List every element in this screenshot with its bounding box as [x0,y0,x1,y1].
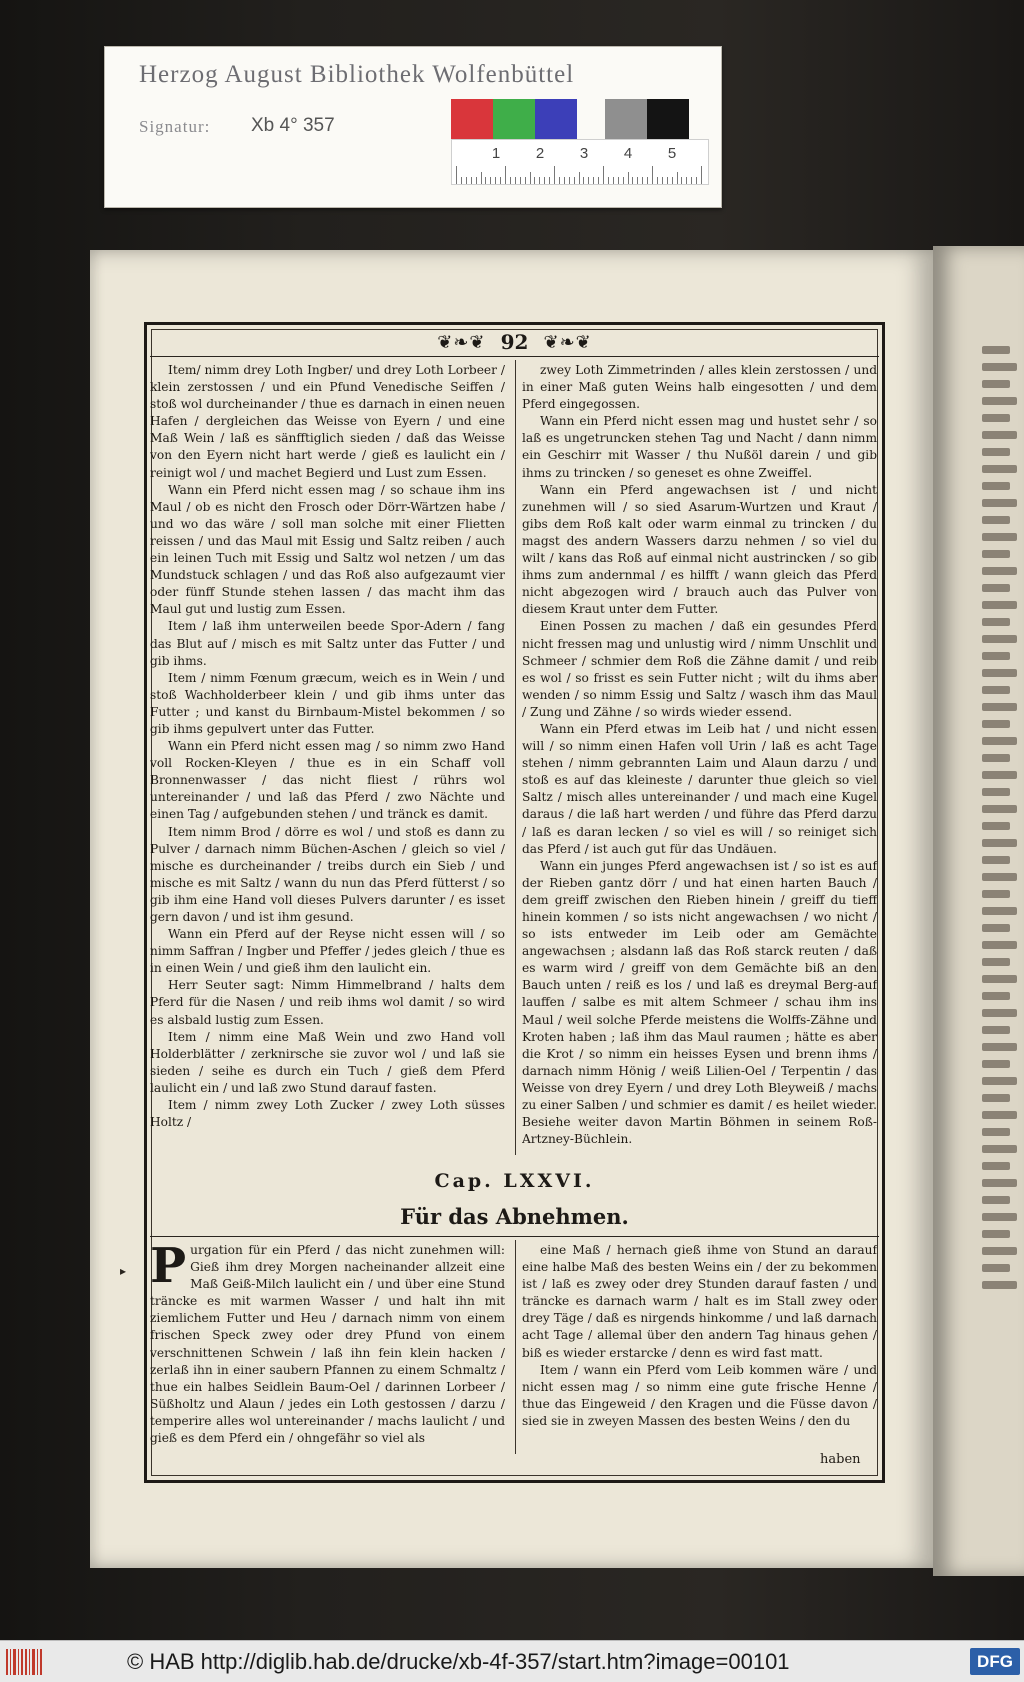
upper-right-column [522,362,877,1152]
facing-page-text-line [982,584,1010,592]
ruler-tick [564,177,565,184]
facing-page-text-line [982,975,1017,983]
facing-page-text-line [982,856,1010,864]
ruler-tick [500,177,501,184]
copyright-url[interactable]: © HAB http://diglib.hab.de/drucke/xb-4f-357/start.htm?image=00101 [127,1649,790,1674]
ruler-tick [485,177,486,184]
facing-page-text-line [982,924,1010,932]
facing-page-text-line [982,414,1010,422]
facing-page-text-line [982,1026,1010,1034]
ruler-tick [534,177,535,184]
lower-left-column [150,1242,505,1452]
section-rule [150,1236,879,1237]
signature-value: Xb 4° 357 [251,115,335,136]
ruler-tick [696,177,697,184]
ruler-tick [632,177,633,184]
ruler-tick [579,172,580,184]
color-swatch-blue [535,99,577,139]
barcode-bar [29,1649,30,1675]
ruler-tick [652,166,653,184]
column-divider-lower [515,1240,516,1454]
facing-page-text-line [982,703,1017,711]
catchword: haben [820,1452,861,1467]
ruler-tick [525,177,526,184]
facing-page-text-line [982,822,1010,830]
facing-page-text-line [982,346,1010,354]
barcode-bar [25,1649,27,1675]
drop-cap: P [150,1242,187,1294]
ruler-tick [667,177,668,184]
facing-page-text-line [982,1264,1010,1272]
ruler-tick [593,177,594,184]
barcode-bar [37,1649,38,1675]
ruler-tick [539,177,540,184]
facing-page-text-line [982,737,1017,745]
page-number: 92 [500,330,529,354]
facing-page-text-line [982,1281,1017,1289]
paragraph: Item / wann ein Pferd vom Leib kommen wäre / und nicht essen mag / so nimm eine gute frische Henne / thue das Eingeweid / den Kragen und die Füsse davon / sied sie in zweyen Massen des besten Weins / den du [522,1362,877,1428]
ornament-right-icon: ❦❧❦ [543,331,592,353]
ruler-tick [505,166,506,184]
scale-ruler [451,139,709,185]
ruler-tick [608,177,609,184]
paragraph: Wann ein Pferd nicht essen mag / so nimm zwo Hand voll Rocken-Kleyen / thue es in ein Schaff voll Bronnenwasser / das nicht fliest / rührs wol untereinander / und laß das Pferd / zwo Nächte und einen Tag / aufgebunden stehen / und tränck es damit. [150,739,505,822]
dfg-logo: DFG [970,1648,1020,1675]
facing-page-text-line [982,992,1010,1000]
ruler-tick [530,172,531,184]
facing-page-text-line [982,380,1010,388]
ruler-number: 5 [667,145,677,162]
ruler-number: 1 [491,145,501,162]
ruler-tick [554,166,555,184]
barcode-icon [6,1649,44,1675]
facing-page-text-line [982,1111,1017,1119]
facing-page-text-line [982,635,1017,643]
barcode-bar [32,1649,35,1675]
facing-page-text-line [982,1060,1010,1068]
facing-page-text-line [982,567,1017,575]
barcode-bar [13,1649,16,1675]
paragraph: Item/ nimm drey Loth Ingber/ und drey Loth Lorbeer / klein zerstossen / und ein Pfund Venedische Seiffen / stoß wol durcheinander / thue es darnach in einen neuen Hafen / dergleichen das Weisse von Eyern / und eine Maß Wein / laß es sänfftiglich sieden / daß das Weisse von den Eyern nicht hart werde / gieß es laulicht ein / reinigt wol / und machet Begierd und Lust zum Essen. [150,363,505,480]
facing-page-text-line [982,601,1017,609]
ruler-tick [598,177,599,184]
facing-page-text-line [982,482,1010,490]
facing-page-text-line [982,550,1010,558]
paragraph: Wann ein Pferd etwas im Leib hat / und nicht essen will / so nimm einen Hafen voll Urin / laß es acht Tage stehen / nimm gebrannten Laim und Alaun darzu / und stoß es auf das kleineste / darunter thue gleich so viel Saltz / misch alles untereinander / und mach eine Kugel daraus / die laß hart werden / und führe das Pferd darzu / laß es daran lecken / so viel es will / so reiniget sich das Pferd / ist auch gut für das Undäuen. [522,721,877,856]
paragraph: Item / nimm eine Maß Wein und zwo Hand voll Holderblätter / zerknirsche sie zuvor wol / und laß sie sieden / seihe es durch ein Tuch / gieß dem Pferd laulicht ein / und laß zwo Stund darauf fasten. [150,1029,505,1095]
ruler-tick [613,177,614,184]
ruler-tick [490,177,491,184]
color-swatch-red [451,99,493,139]
ruler-tick [549,177,550,184]
facing-page-text-line [982,652,1010,660]
ruler-tick [583,177,584,184]
facing-page-text-line [982,1077,1017,1085]
barcode-bar [6,1649,8,1675]
facing-page-text-line [982,1094,1010,1102]
facing-page-text-line [982,686,1010,694]
paragraph: Wann ein Pferd auf der Reyse nicht essen will / so nimm Saffran / Ingber und Pfeffer / jedes gleich / thue es in einen Wein / und gieß ihm den laulicht ein. [150,927,505,976]
ruler-tick [662,177,663,184]
ruler-number: 2 [535,145,545,162]
facing-page-text-line [982,363,1017,371]
facing-page-text-line [982,448,1010,456]
ruler-tick [466,177,467,184]
facing-page-text-line [982,754,1010,762]
ruler-tick [603,166,604,184]
paragraph: Item nimm Brod / dörre es wol / und stoß es dann zu Pulver / darnach nimm Büchen-Aschen / gleich so viel / mische es durcheinander / treibs durch ein Sieb / und mische es mit Saltz / wann du nun das Pferd fütterst / so gib ihm eine Hand voll dieses Pulvers darunter / es isset gern davon / und ist ihm gesund. [150,824,505,924]
barcode-bar [18,1649,19,1675]
facing-page-text-line [982,397,1017,405]
ruler-number: 4 [623,145,633,162]
ruler-tick [574,177,575,184]
facing-page-text-line [982,771,1017,779]
ruler-number: 3 [579,145,589,162]
barcode-bar [10,1649,11,1675]
ruler-tick [657,177,658,184]
facing-page-text-line [982,873,1017,881]
ruler-tick [672,177,673,184]
ruler-tick [701,166,702,184]
facing-page-text-line [982,941,1017,949]
paragraph: zwey Loth Zimmetrinden / alles klein zerstossen / und in einer Maß guten Weins halb eingesotten / und dem Pferd eingegossen. [522,363,877,412]
ruler-tick [677,172,678,184]
facing-page-text-line [982,788,1010,796]
facing-page-text-line [982,499,1017,507]
facing-page-text-line [982,1145,1017,1153]
ruler-tick [476,177,477,184]
library-name: Herzog August Bibliothek Wolfenbüttel [139,61,575,88]
color-swatch-green [493,99,535,139]
facing-page-text-line [982,839,1017,847]
ruler-tick [691,177,692,184]
paragraph: Wann ein junges Pferd angewachsen ist / so ist es auf der Rieben gantz dörr / und hat einen harten Bauch / dem greiff zwischen den Rieben hinein / greiff du tieff hinein kommen / so ists nicht angewachsen / wo nicht / so ists entweder im Leib oder am Gemächte angewachsen ; alsdann laß das Roß starck reuten / daß es warm wird / greiff von dem Gemächte biß an den Bauch unten / reiß es los / und laß es dreymal Berg-auf lauffen / salbe es mit altem Schmeer / schau ihm ins Maul / weil solche Pferde meistens die Wolffs-Zähne und Kroten haben ; laß ihm das Maul raumen ; hätte es aber die Krot / so nimm ein heisses Eysen und brenn ihms / darnach nimm Hönig / weiß Lilien-Oel / Terpentin / das Weisse von drey Eyern / und drey Loth Bleyweiß / machs zu einer Salben / und schmier es damit / es heilet wieder. Besiehe weiter davon Martin Böhmen in seinem Roß-Artzney-Büchlein. [522,858,877,1147]
ruler-tick [471,177,472,184]
ruler-tick [461,177,462,184]
facing-page-text-line [982,907,1017,915]
facing-page-text-line [982,1162,1010,1170]
barcode-bar [21,1649,23,1675]
paragraph: Item / nimm zwey Loth Zucker / zwey Loth süsses Holtz / [150,1098,505,1130]
paragraph: Item / nimm Fœnum græcum, weich es in Wein / und stoß Wachholderbeer klein / und gib ihms unter das Futter ; und kanst du Birnbaum-Mistel bekommen / so gib ihms gepulvert unter das Futter. [150,670,505,736]
ruler-tick [544,177,545,184]
ruler-tick [642,177,643,184]
color-swatch-black [647,99,689,139]
section-title: Für das Abnehmen. [400,1204,629,1229]
paragraph: Wann ein Pferd angewachsen ist / und nicht zunehmen will / so sied Asarum-Wurtzen und Kraut / gibs dem Roß kalt oder warm einmal zu trincken / du magst des andern Wassers darzu nehmen / so viel du wilt / kans das Roß auf einmal nicht austrincken / so gib ihms zum andernmal / es hilfft / wann gleich das Pferd nicht abgezogen wird / brauch auch das Pulver von diesem Kraut unter dem Futter. [522,482,877,617]
facing-page-text-line [982,1128,1010,1136]
facing-page-text-line [982,618,1010,626]
facing-page-text-line [982,669,1017,677]
paragraph: Herr Seuter sagt: Nimm Himmelbrand / halts dem Pferd für die Nasen / und reib ihms wol damit / so wird es alsbald lustig zum Essen. [150,978,505,1027]
ruler-tick [520,177,521,184]
ruler-tick [481,172,482,184]
ruler-tick [456,166,457,184]
ruler-tick [515,177,516,184]
ruler-tick [588,177,589,184]
paragraph: Einen Possen zu machen / daß ein gesundes Pferd nicht fressen mag und unlustig wird / nimm Unschlit und Schmeer / schmier dem Roß die Zähne damit / und reib es wol / so frisst es sein Futter nicht ; wilt du ihms aber wenden / so nimm Essig und Saltz / wasch ihm das Maul / Zung und Zähne / so wirds wieder essend. [522,619,877,719]
facing-page-text-line [982,720,1010,728]
ruler-tick [628,172,629,184]
ruler-tick [623,177,624,184]
facing-page-text-line [982,1043,1017,1051]
color-swatch-gray [605,99,647,139]
upper-left-column [150,362,505,1152]
facing-page-edge [933,246,1024,1576]
lower-right-column [522,1242,877,1452]
facing-page-text-line [982,1009,1017,1017]
color-swatch-gap [577,99,605,139]
facing-page-text-line [982,431,1017,439]
facing-page-text-line [982,890,1010,898]
facing-page-text-line [982,1230,1010,1238]
page-header [144,330,885,354]
ruler-tick [569,177,570,184]
facing-page-text-line [982,1247,1017,1255]
ruler-tick [510,177,511,184]
library-label-card [104,46,722,208]
paragraph: Item / laß ihm unterweilen beede Spor-Adern / fang das Blut auf / misch es mit Saltz unter das Futter / und gib ihms. [150,619,505,668]
ruler-tick [647,177,648,184]
ruler-tick [495,177,496,184]
facing-page-text-line [982,465,1017,473]
facing-page-text-line [982,1179,1017,1187]
facing-page-text-line [982,805,1017,813]
ruler-tick [637,177,638,184]
facing-page-text-line [982,516,1010,524]
facing-page-text-line [982,958,1010,966]
paragraph: eine Maß / hernach gieß ihme von Stund an darauf eine halbe Maß des besten Weins ein / der zu bekommen ist / laß es zwey oder drey Stunden darauf fasten / und träncke es darnach warm / halt es im Stall zwey oder drey Täge / daß es nirgends hinkomme / und laß darnach acht Tage / allemal über den andern Tag hinaus gehen / biß es wieder erstarcke / denn es wird fast matt. [522,1243,877,1360]
ruler-tick [686,177,687,184]
column-divider-upper [515,360,516,1155]
ornament-left-icon: ❦❧❦ [437,331,486,353]
facing-page-text-line [982,1196,1010,1204]
footer-bar [0,1640,1024,1682]
header-rule [150,356,879,357]
color-calibration-strip [451,99,707,139]
ruler-tick [559,177,560,184]
ruler-tick [618,177,619,184]
barcode-bar [40,1649,42,1675]
chapter-heading: Cap. LXXVI. [434,1170,595,1192]
signature-label: Signatur: [139,117,211,136]
facing-page-text-line [982,533,1017,541]
paragraph: urgation für ein Pferd / das nicht zunehmen will: Gieß ihm drey Morgen nacheinander allzeit eine Maß Geiß-Milch laulicht ein / und über eine Stund träncke es mit warmen Wasser / und halt ihn mit ziemlichem Futter und Heu / darnach nimm von einem frischen Speck zwey oder drey Pfund von einem verschnittenen Schwein / laß ihn fein klein hacken / zerlaß ihn in einer saubern Pfannen zu einem Schmaltz / thue ein halbes Seidlein Baum-Oel / darinnen Lorbeer / Süßholtz und Alaun / jedes ein Loth gestossen / darzu / temperire alles wol untereinander / machs laulicht / und gieß es dem Pferd ein / ohngefähr so viel als [150,1243,505,1446]
margin-mark-icon: ▸ [120,1264,127,1278]
ruler-tick [681,177,682,184]
paragraph: Wann ein Pferd nicht essen mag und hustet sehr / so laß es ungetruncken stehen Tag und Nacht / dann nimm ein Geschirr mit Wasser / thu Nußöl darein / und gib ihms zu trincken / so geneset es ohne Zweiffel. [522,414,877,480]
facing-page-text-line [982,1213,1017,1221]
paragraph: Wann ein Pferd nicht essen mag / so schaue ihm ins Maul / ob es nicht den Frosch oder Dörr-Wärtzen habe / und wo das wäre / soll man solche mit einer Flietten reissen / und das Maul mit Essig und Saltz reiben / auch ein leinen Tuch mit Essig und Saltz wol netzen / um das Mundstuck schlagen / und das Roß also aufgezaumt vier oder fünff Stunde stehen lassen / das macht ihm das Maul gut und lustig zum Essen. [150,482,505,617]
